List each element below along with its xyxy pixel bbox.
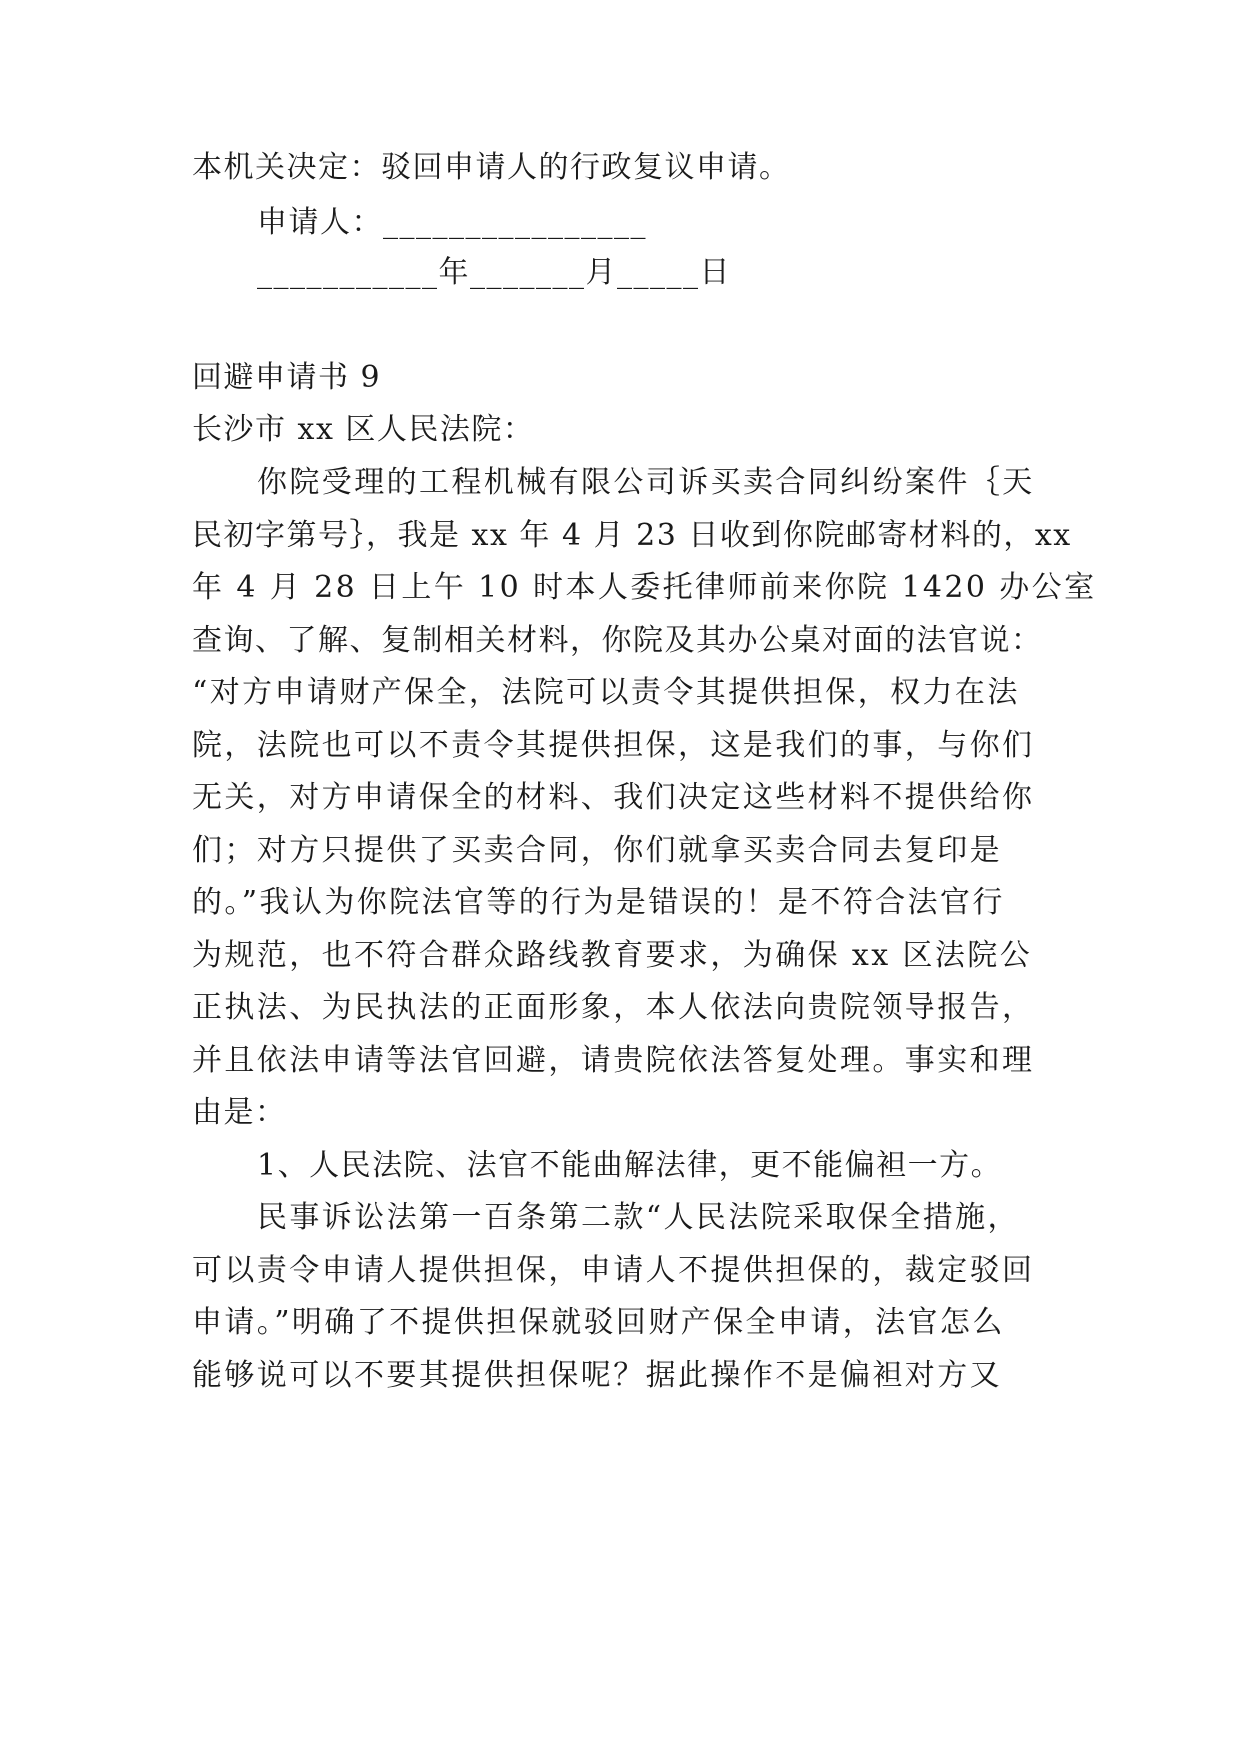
body-line-2: 民初字第号｝，我是 xx 年 4 月 23 日收到你院邮寄材料的，xx xyxy=(192,518,1072,553)
body-line-6: 院，法院也可以不责令其提供担保，这是我们的事，与你们 xyxy=(192,728,1035,763)
body-line-9: 的。”我认为你院法官等的行为是错误的！是不符合法官行 xyxy=(192,885,1005,920)
body-line-10: 为规范，也不符合群众路线教育要求，为确保 xx 区法院公 xyxy=(192,938,1033,973)
reason-line-2: 可以责令申请人提供担保，申请人不提供担保的，裁定驳回 xyxy=(192,1253,1035,1288)
body-line-3: 年 4 月 28 日上午 10 时本人委托律师前来你院 1420 办公室 xyxy=(192,570,1097,605)
reason-line-4: 能够说可以不要其提供担保呢？据此操作不是偏袒对方又 xyxy=(192,1358,1002,1393)
reason-line-3: 申请。”明确了不提供担保就驳回财产保全申请，法官怎么 xyxy=(192,1305,1005,1340)
reason-heading: 1、人民法院、法官不能曲解法律，更不能偏袒一方。 xyxy=(257,1148,1003,1183)
body-line-5: “对方申请财产保全，法院可以责令其提供担保，权力在法 xyxy=(192,675,1020,710)
body-line-1: 你院受理的工程机械有限公司诉买卖合同纠纷案件｛天 xyxy=(257,465,1035,500)
body-line-8: 们；对方只提供了买卖合同，你们就拿买卖合同去复印是 xyxy=(192,833,1002,868)
body-line-13: 由是： xyxy=(192,1095,287,1130)
body-line-12: 并且依法申请等法官回避，请贵院依法答复处理。事实和理 xyxy=(192,1043,1035,1078)
date-line: ___________年_______月_____日 xyxy=(257,255,731,290)
reason-line-1: 民事诉讼法第一百条第二款“人民法院采取保全措施， xyxy=(257,1200,1020,1235)
applicant-line: 申请人：________________ xyxy=(257,205,647,240)
addressee: 长沙市 xx 区人民法院： xyxy=(192,412,535,447)
body-line-4: 查询、了解、复制相关材料，你院及其办公桌对面的法官说： xyxy=(192,623,1043,658)
decision-line: 本机关决定：驳回申请人的行政复议申请。 xyxy=(192,150,791,185)
document-title: 回避申请书 9 xyxy=(192,360,382,395)
body-line-11: 正执法、为民执法的正面形象，本人依法向贵院领导报告， xyxy=(192,990,1035,1025)
body-line-7: 无关，对方申请保全的材料、我们决定这些材料不提供给你 xyxy=(192,780,1035,815)
